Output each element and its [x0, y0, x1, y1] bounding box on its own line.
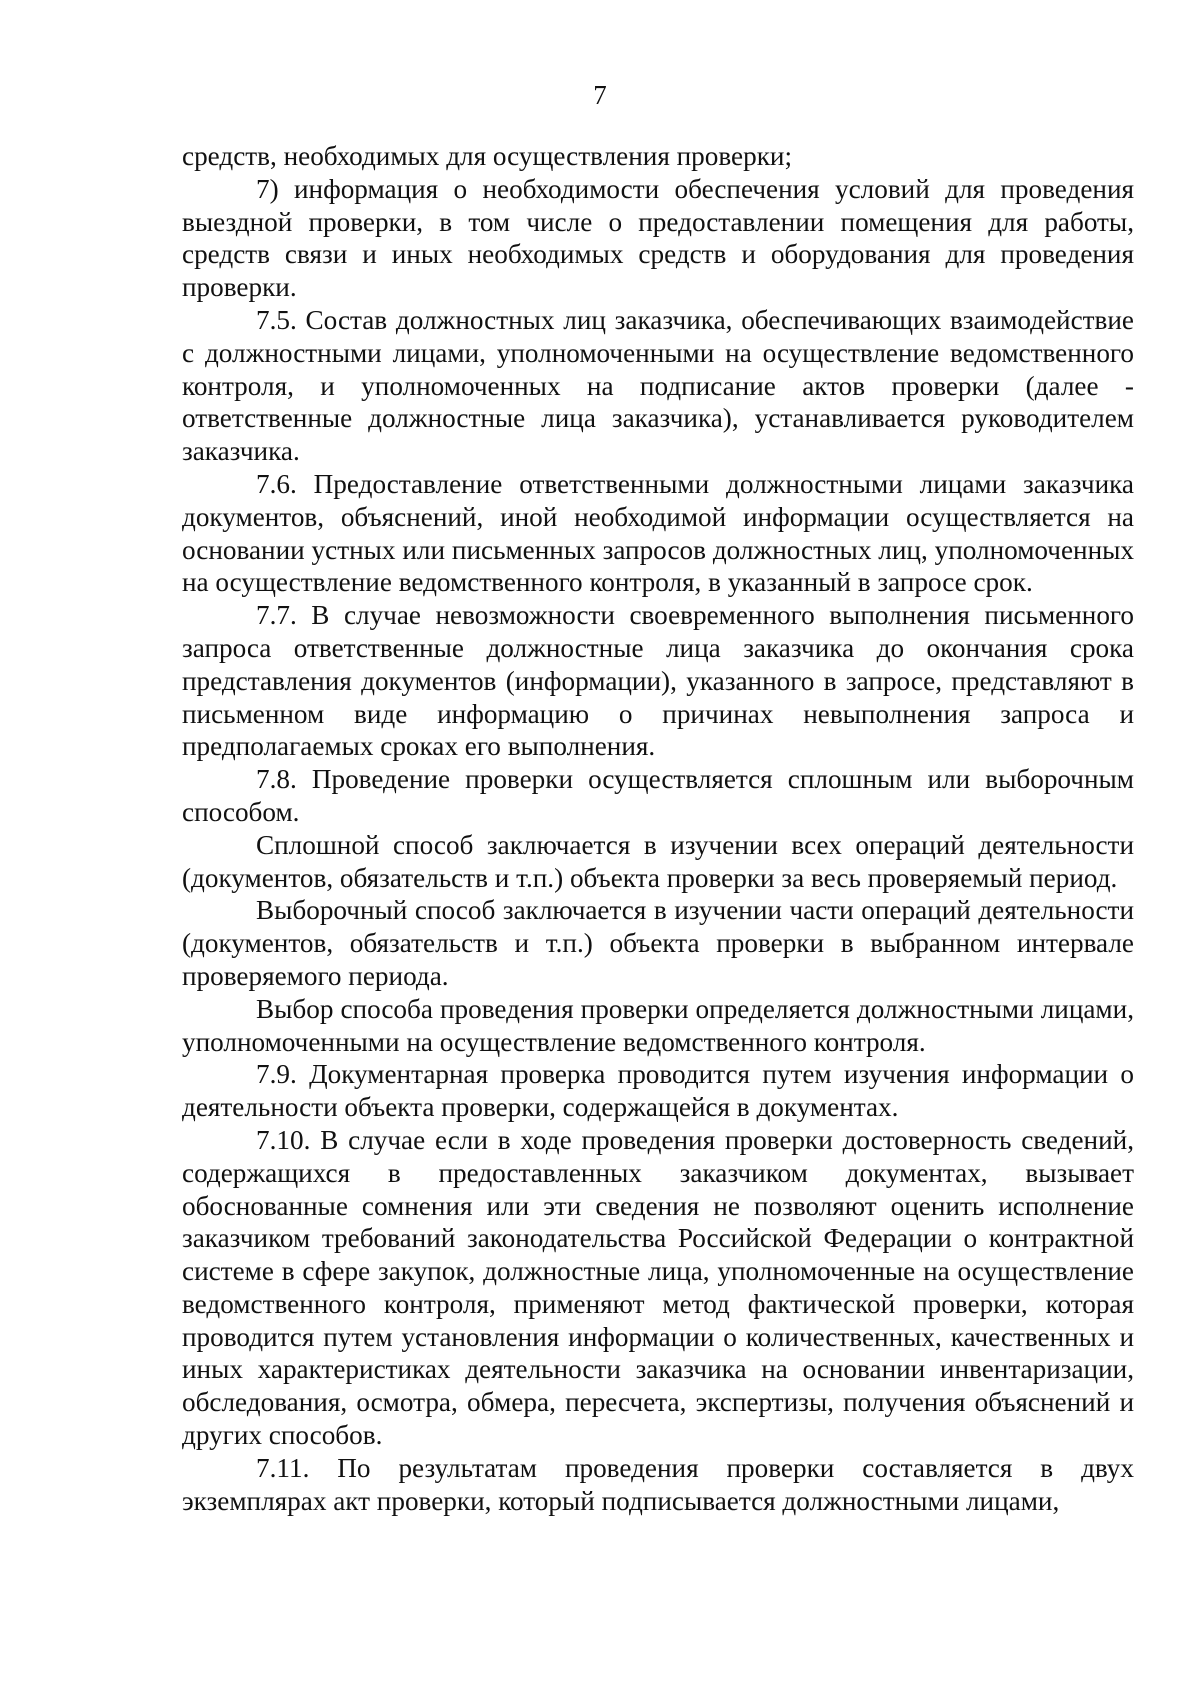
paragraph: 7.11. По результатам проведения проверки составляется в двух экземплярах акт проверки, который подписывается должностными лицами,	[182, 1452, 1134, 1516]
paragraph: 7.10. В случае если в ходе проведения проверки достоверность сведений, содержащихся в предоставленных заказчиком документах, вызывает обоснованные сомнения или эти сведения не позволяют оценить исполнение заказчиком требований законодательства Российской Федерации о контрактной системе в сфере закупок, должностные лица, уполномоченные на осуществление ведомственного контроля, применяют метод фактической проверки, которая проводится путем установления информации о количественных, качественных и иных характеристиках деятельности заказчика на основании инвентаризации, обследования, осмотра, обмера, пересчета, экспертизы, получения объяснений и других способов.	[182, 1124, 1134, 1451]
paragraph: 7) информация о необходимости обеспечения условий для проведения выездной проверки, в том числе о предоставлении помещения для работы, средств связи и иных необходимых средств и оборудования для проведения проверки.	[182, 173, 1134, 303]
paragraph: 7.8. Проведение проверки осуществляется сплошным или выборочным способом.	[182, 764, 1134, 827]
paragraph: 7.5. Состав должностных лиц заказчика, обеспечивающих взаимодействие с должностными лицами, уполномоченными на осуществление ведомственного контроля, и уполномоченных на подписание актов проверки (далее - ответственные должностные лица заказчика), устанавливается руководителем заказчика.	[182, 304, 1134, 467]
paragraph: Выбор способа проведения проверки определяется должностными лицами, уполномоченными на осуществление ведомственного контроля.	[182, 993, 1134, 1057]
paragraph: 7.6. Предоставление ответственными должностными лицами заказчика документов, объяснений, иной необходимой информации осуществляется на основании устных или письменных запросов должностных лиц, уполномоченных на осуществление ведомственного контроля, в указанный в запросе срок.	[182, 468, 1134, 598]
paragraph: 7.9. Документарная проверка проводится путем изучения информации о деятельности объекта проверки, содержащейся в документах.	[182, 1059, 1134, 1123]
paragraph: 7.7. В случае невозможности своевременного выполнения письменного запроса ответственные должностные лица заказчика до окончания срока представления документов (информации), указанного в запросе, представляют в письменном виде информацию о причинах невыполнения запроса и предполагаемых сроках его выполнения.	[182, 600, 1134, 762]
paragraph: Выборочный способ заключается в изучении части операций деятельности (документов, обязательств и т.п.) объекта проверки в выбранном интервале проверяемого периода.	[182, 895, 1134, 991]
document-body	[182, 140, 1134, 1517]
page-number: 7	[593, 80, 607, 110]
paragraph: Сплошной способ заключается в изучении всех операций деятельности (документов, обязательств и т.п.) объекта проверки за весь проверяемый период.	[182, 829, 1134, 893]
paragraph: средств, необходимых для осуществления проверки;	[182, 141, 793, 171]
